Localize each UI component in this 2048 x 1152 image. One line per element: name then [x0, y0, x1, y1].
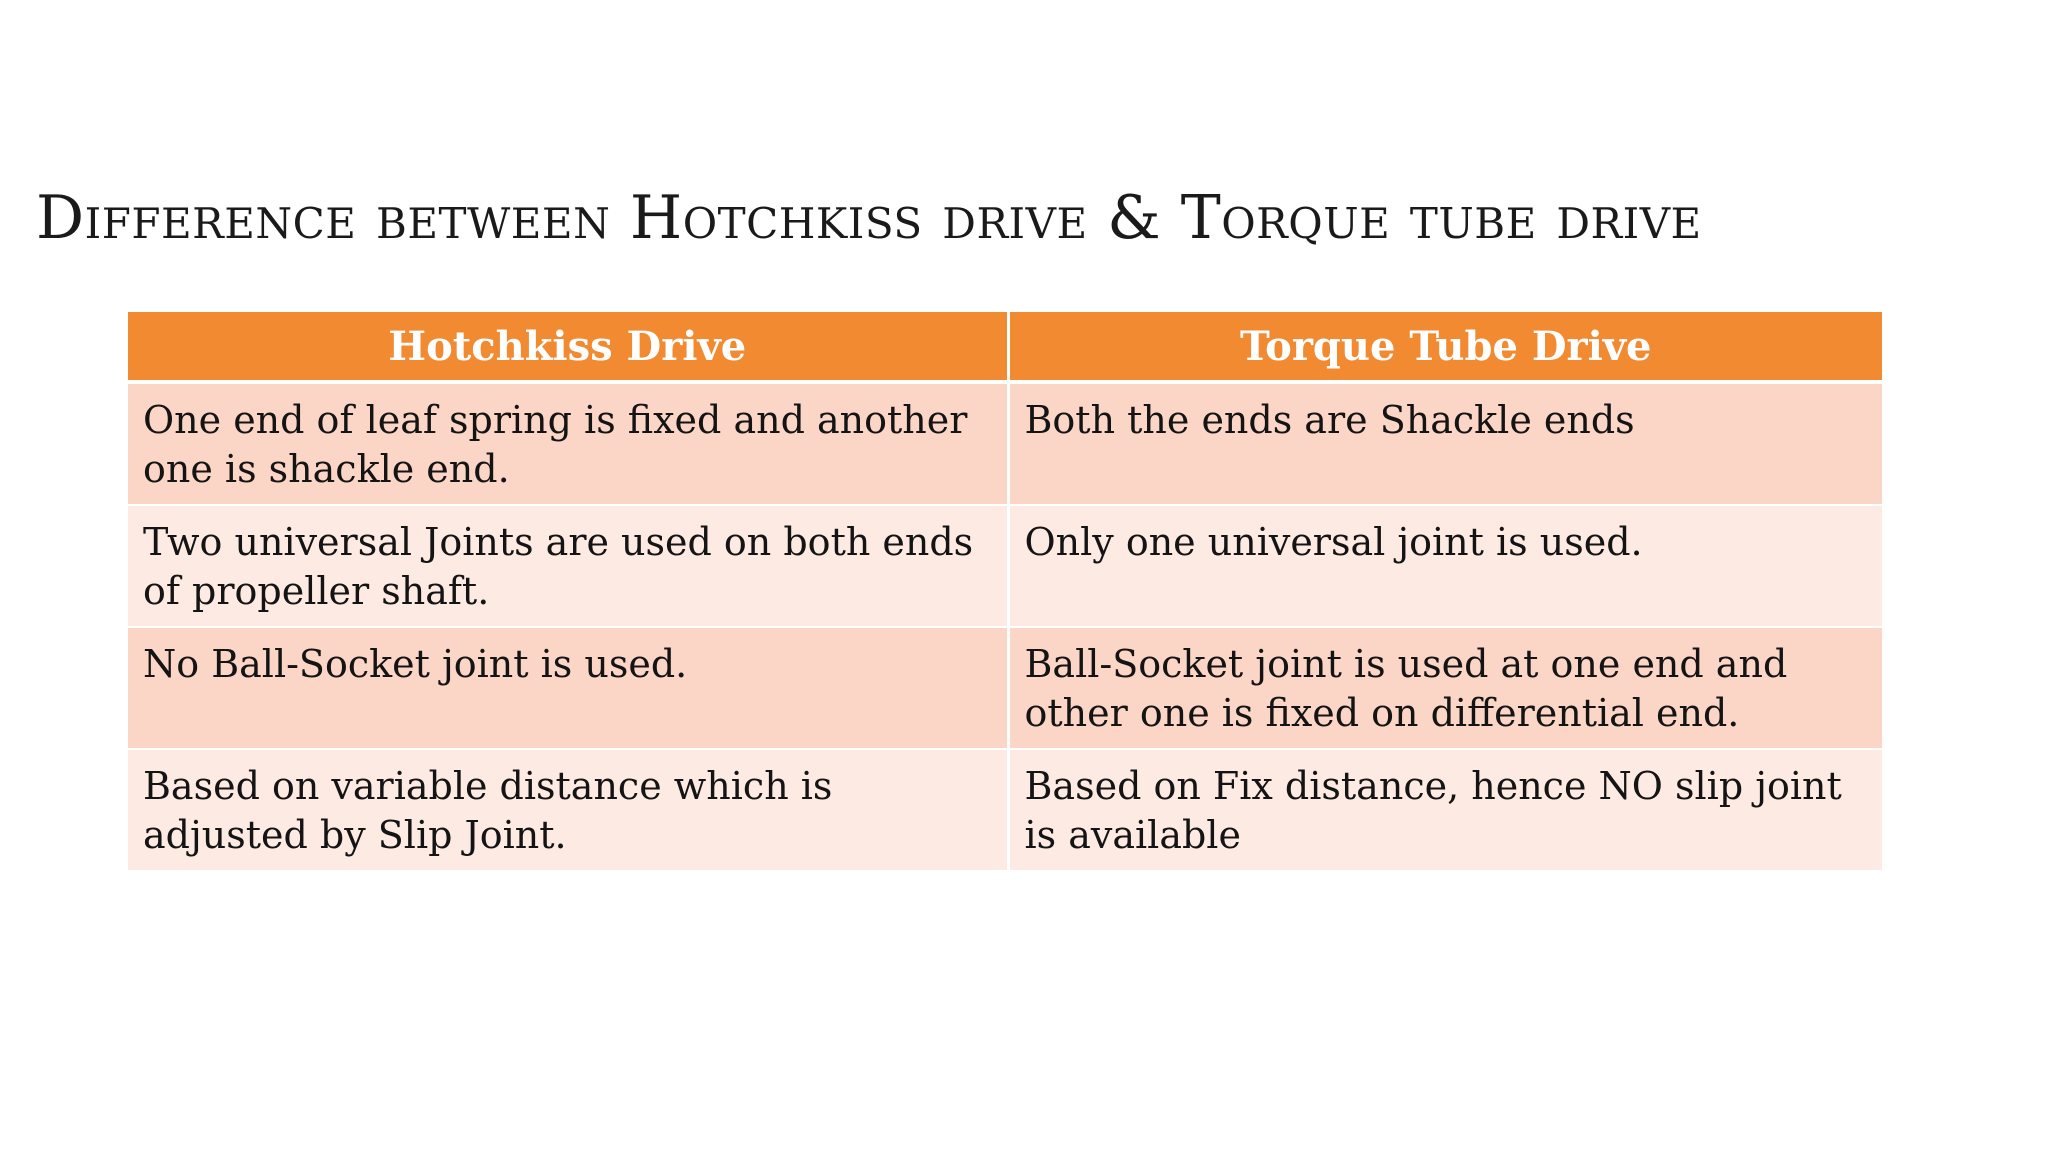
table-cell-hotchkiss: Based on variable distance which is adjusted by Slip Joint.	[128, 749, 1008, 871]
table-cell-hotchkiss: One end of leaf spring is fixed and another one is shackle end.	[128, 382, 1008, 505]
table-row	[128, 382, 1882, 505]
comparison-table	[128, 312, 1882, 872]
slide-title: Difference between Hotchkiss drive & Torque tube drive	[36, 183, 1702, 253]
table-cell-torque-tube: Based on Fix distance, hence NO slip joint is available	[1008, 749, 1882, 871]
table-cell-hotchkiss: Two universal Joints are used on both ends of propeller shaft.	[128, 505, 1008, 627]
table-cell-torque-tube: Only one universal joint is used.	[1008, 505, 1882, 627]
table-row	[128, 749, 1882, 871]
table-cell-torque-tube: Both the ends are Shackle ends	[1008, 382, 1882, 505]
header-hotchkiss-drive: Hotchkiss Drive	[128, 312, 1008, 382]
table-cell-hotchkiss: No Ball-Socket joint is used.	[128, 627, 1008, 749]
table-cell-torque-tube: Ball-Socket joint is used at one end and other one is fixed on differential end.	[1008, 627, 1882, 749]
table-header-row	[128, 312, 1882, 382]
table-row	[128, 505, 1882, 627]
table-row	[128, 627, 1882, 749]
header-torque-tube-drive: Torque Tube Drive	[1008, 312, 1882, 382]
